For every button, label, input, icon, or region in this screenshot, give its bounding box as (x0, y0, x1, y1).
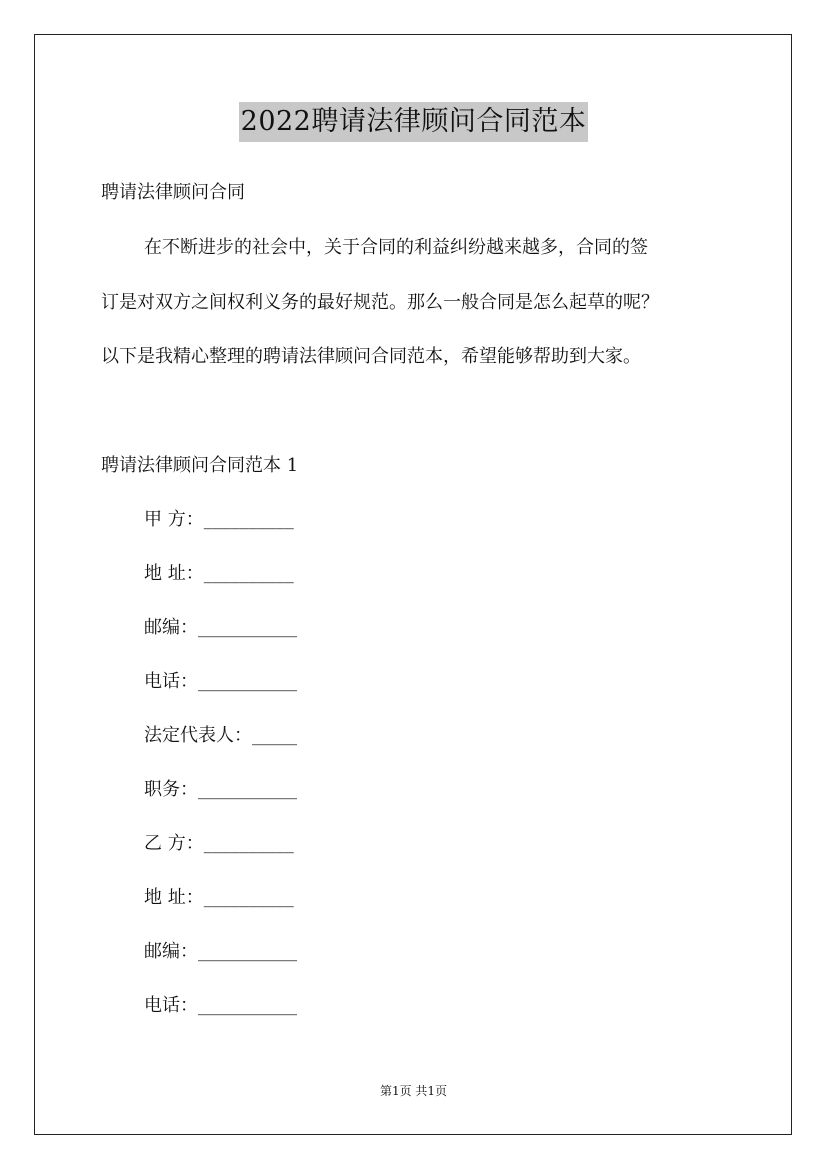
party-a-postcode-field: 邮编：___________ (144, 617, 297, 638)
document-subtitle: 聘请法律顾问合同 (101, 182, 245, 203)
party-b-phone-field: 电话：___________ (144, 995, 297, 1016)
intro-line-2: 订是对双方之间权利义务的最好规范。那么一般合同是怎么起草的呢？ (101, 292, 659, 313)
party-a-phone-field: 电话：___________ (144, 671, 297, 692)
position-field: 职务：___________ (144, 779, 297, 800)
party-b-address-field: 地 址：__________ (144, 887, 294, 908)
party-a-address-field: 地 址：__________ (144, 563, 294, 584)
party-a-field: 甲 方：__________ (144, 509, 294, 530)
party-b-field: 乙 方：__________ (144, 833, 294, 854)
page-footer: 第1页 共1页 (379, 1084, 448, 1098)
legal-representative-field: 法定代表人：_____ (144, 725, 297, 746)
intro-line-1: 在不断进步的社会中，关于合同的利益纠纷越来越多，合同的签 (144, 237, 648, 258)
intro-line-3: 以下是我精心整理的聘请法律顾问合同范本，希望能够帮助到大家。 (101, 346, 641, 367)
document-title: 2022聘请法律顾问合同范本 (239, 102, 589, 142)
party-b-postcode-field: 邮编：___________ (144, 941, 297, 962)
title-container (0, 102, 827, 142)
section-heading: 聘请法律顾问合同范本 1 (101, 455, 299, 476)
